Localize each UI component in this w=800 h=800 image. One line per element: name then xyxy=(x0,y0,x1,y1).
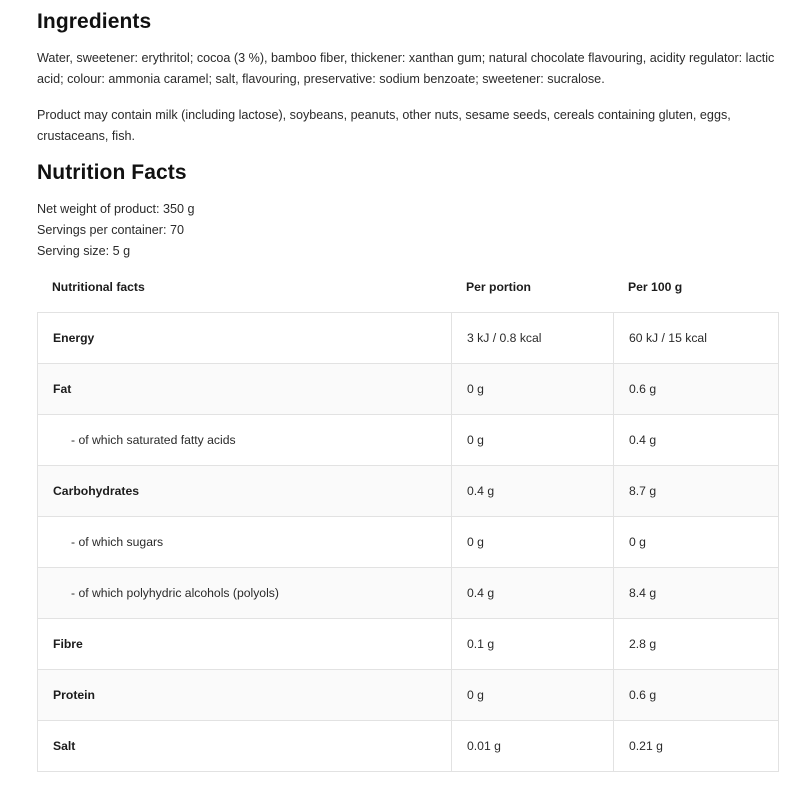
ingredients-heading: Ingredients xyxy=(37,10,152,33)
header-nutritional-facts: Nutritional facts xyxy=(52,280,145,294)
nutrition-heading: Nutrition Facts xyxy=(37,161,187,184)
per-100g-value: 0.4 g xyxy=(614,415,779,466)
nutrition-table-header xyxy=(37,277,778,297)
per-100g-value: 0.6 g xyxy=(614,364,779,415)
net-weight: Net weight of product: 350 g xyxy=(37,202,195,216)
nutrient-name: Fibre xyxy=(38,619,452,670)
allergens-text: Product may contain milk (including lactose), soybeans, peanuts, other nuts, sesame seeds, cereals containing gluten, eggs, crustaceans, fish. xyxy=(37,108,731,143)
per-portion-value: 0.4 g xyxy=(452,466,614,517)
ingredients-text: Water, sweetener: erythritol; cocoa (3 %), bamboo fiber, thickener: xanthan gum; natural chocolate flavouring, acidity regulator: lactic acid; colour: ammonia caramel; salt, flavouring, preservative: sodium benzoate; sweetener: sucralose. xyxy=(37,51,775,86)
nutrient-name: Protein xyxy=(38,670,452,721)
table-row xyxy=(38,721,779,772)
header-per-100g: Per 100 g xyxy=(628,280,683,294)
table-row xyxy=(38,670,779,721)
table-row xyxy=(38,313,779,364)
header-per-portion: Per portion xyxy=(466,280,532,294)
nutrient-name: - of which polyhydric alcohols (polyols) xyxy=(38,568,452,619)
per-portion-value: 0 g xyxy=(452,364,614,415)
per-100g-value: 2.8 g xyxy=(614,619,779,670)
table-row xyxy=(38,619,779,670)
table-row xyxy=(38,364,779,415)
nutrient-name: Carbohydrates xyxy=(38,466,452,517)
serving-size: Serving size: 5 g xyxy=(37,244,131,258)
per-100g-value: 8.4 g xyxy=(614,568,779,619)
product-facts xyxy=(37,199,195,262)
per-100g-value: 0.6 g xyxy=(614,670,779,721)
nutrient-name: Salt xyxy=(38,721,452,772)
nutrition-table xyxy=(37,312,779,772)
per-portion-value: 3 kJ / 0.8 kcal xyxy=(452,313,614,364)
per-100g-value: 0.21 g xyxy=(614,721,779,772)
nutrient-name: - of which saturated fatty acids xyxy=(38,415,452,466)
per-portion-value: 0.1 g xyxy=(452,619,614,670)
per-100g-value: 60 kJ / 15 kcal xyxy=(614,313,779,364)
per-portion-value: 0.4 g xyxy=(452,568,614,619)
nutrient-name: - of which sugars xyxy=(38,517,452,568)
per-portion-value: 0 g xyxy=(452,670,614,721)
table-row xyxy=(38,568,779,619)
table-row xyxy=(38,466,779,517)
table-row xyxy=(38,415,779,466)
per-portion-value: 0 g xyxy=(452,517,614,568)
nutrient-name: Fat xyxy=(38,364,452,415)
per-100g-value: 0 g xyxy=(614,517,779,568)
per-portion-value: 0.01 g xyxy=(452,721,614,772)
per-100g-value: 8.7 g xyxy=(614,466,779,517)
servings-per-container: Servings per container: 70 xyxy=(37,223,185,237)
nutrient-name: Energy xyxy=(38,313,452,364)
table-row xyxy=(38,517,779,568)
per-portion-value: 0 g xyxy=(452,415,614,466)
